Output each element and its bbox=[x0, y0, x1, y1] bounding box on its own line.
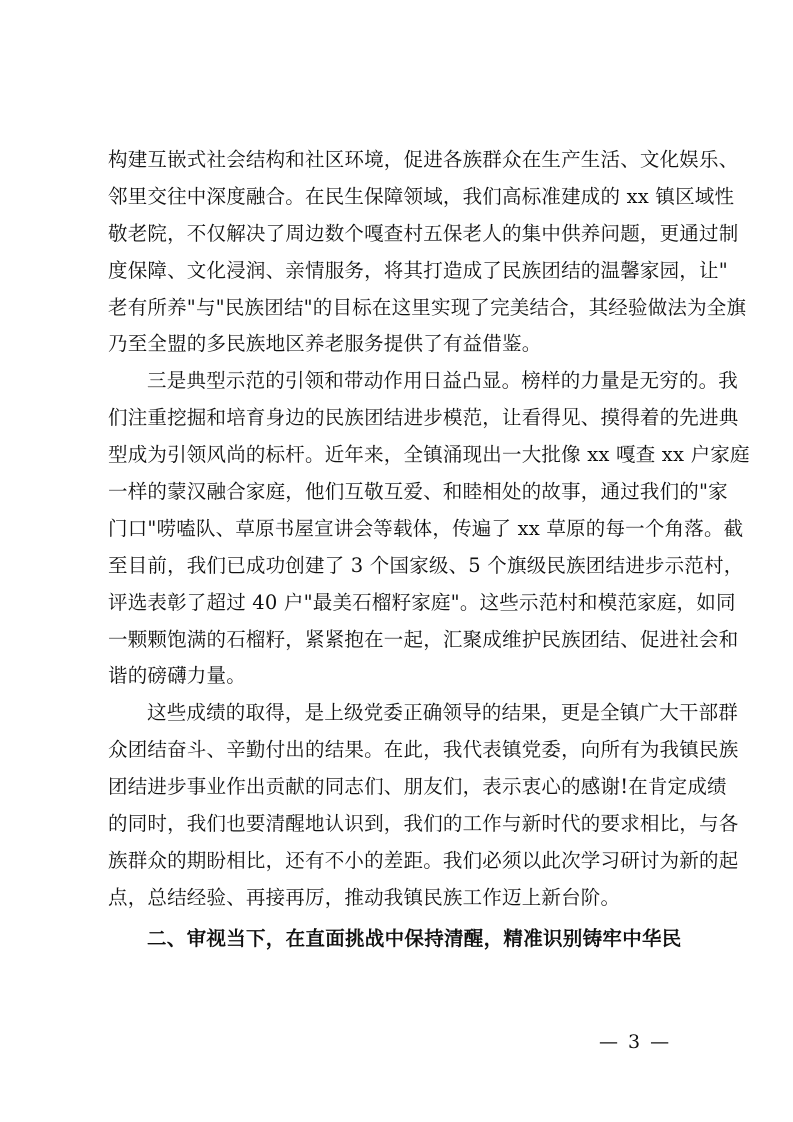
text-line: 族群众的期盼相比，还有不小的差距。我们必须以此次学习研讨为新的起 bbox=[108, 848, 739, 872]
text-line: 众团结奋斗、辛勤付出的结果。在此，我代表镇党委，向所有为我镇民族 bbox=[108, 738, 739, 762]
text-line: 度保障、文化浸润、亲情服务，将其打造成了民族团结的温馨家园，让" bbox=[108, 258, 728, 282]
text-line: 评选表彰了超过 40 户"最美石榴籽家庭"。这些示范村和模范家庭，如同 bbox=[108, 590, 736, 614]
text-line: 谐的磅礴力量。 bbox=[108, 664, 246, 688]
text-line: 一颗颗饱满的石榴籽，紧紧抱在一起，汇聚成维护民族团结、促进社会和 bbox=[108, 627, 739, 651]
text-line: 至目前，我们已成功创建了 3 个国家级、5 个旗级民族团结进步示范村， bbox=[108, 553, 744, 577]
text-line: 敬老院，不仅解决了周边数个嘎查村五保老人的集中供养问题，更通过制 bbox=[108, 221, 739, 245]
section-heading: 二、审视当下，在直面挑战中保持清醒，精准识别铸牢中华民 bbox=[147, 926, 682, 950]
text-line: 三是典型示范的引领和带动作用日益凸显。榜样的力量是无穷的。我 bbox=[147, 369, 739, 393]
text-line: 型成为引领风尚的标杆。近年来，全镇涌现出一大批像 xx 嘎查 xx 户家庭 bbox=[108, 443, 750, 467]
text-line: 乃至全盟的多民族地区养老服务提供了有益借鉴。 bbox=[108, 332, 542, 356]
paragraph bbox=[108, 695, 739, 916]
paragraph bbox=[108, 363, 750, 695]
document-body bbox=[108, 142, 750, 958]
text-line: 老有所养"与"民族团结"的目标在这里实现了完美结合，其经验做法为全旗 bbox=[108, 295, 747, 319]
text-line: 门口"唠嗑队、草原书屋宣讲会等载体，传遍了 xx 草原的每一个角落。截 bbox=[108, 516, 744, 540]
text-line: 这些成绩的取得，是上级党委正确领导的结果，更是全镇广大干部群 bbox=[147, 701, 739, 725]
text-line: 点，总结经验、再接再厉，推动我镇民族工作迈上新台阶。 bbox=[108, 885, 621, 909]
text-line: 们注重挖掘和培育身边的民族团结进步模范，让看得见、摸得着的先进典 bbox=[108, 406, 739, 430]
text-line: 邻里交往中深度融合。在民生保障领域，我们高标准建成的 xx 镇区域性 bbox=[108, 184, 735, 208]
paragraph bbox=[108, 142, 747, 363]
page-number: — 3 — bbox=[599, 1031, 672, 1053]
text-line: 一样的蒙汉融合家庭，他们互敬互爱、和睦相处的故事，通过我们的"家 bbox=[108, 480, 728, 504]
text-line: 构建互嵌式社会结构和社区环境，促进各族群众在生产生活、文化娱乐、 bbox=[108, 148, 739, 171]
text-line: 的同时，我们也要清醒地认识到，我们的工作与新时代的要求相比，与各 bbox=[108, 812, 739, 836]
text-line: 团结进步事业作出贡献的同志们、朋友们，表示衷心的感谢!在肯定成绩 bbox=[108, 775, 727, 799]
